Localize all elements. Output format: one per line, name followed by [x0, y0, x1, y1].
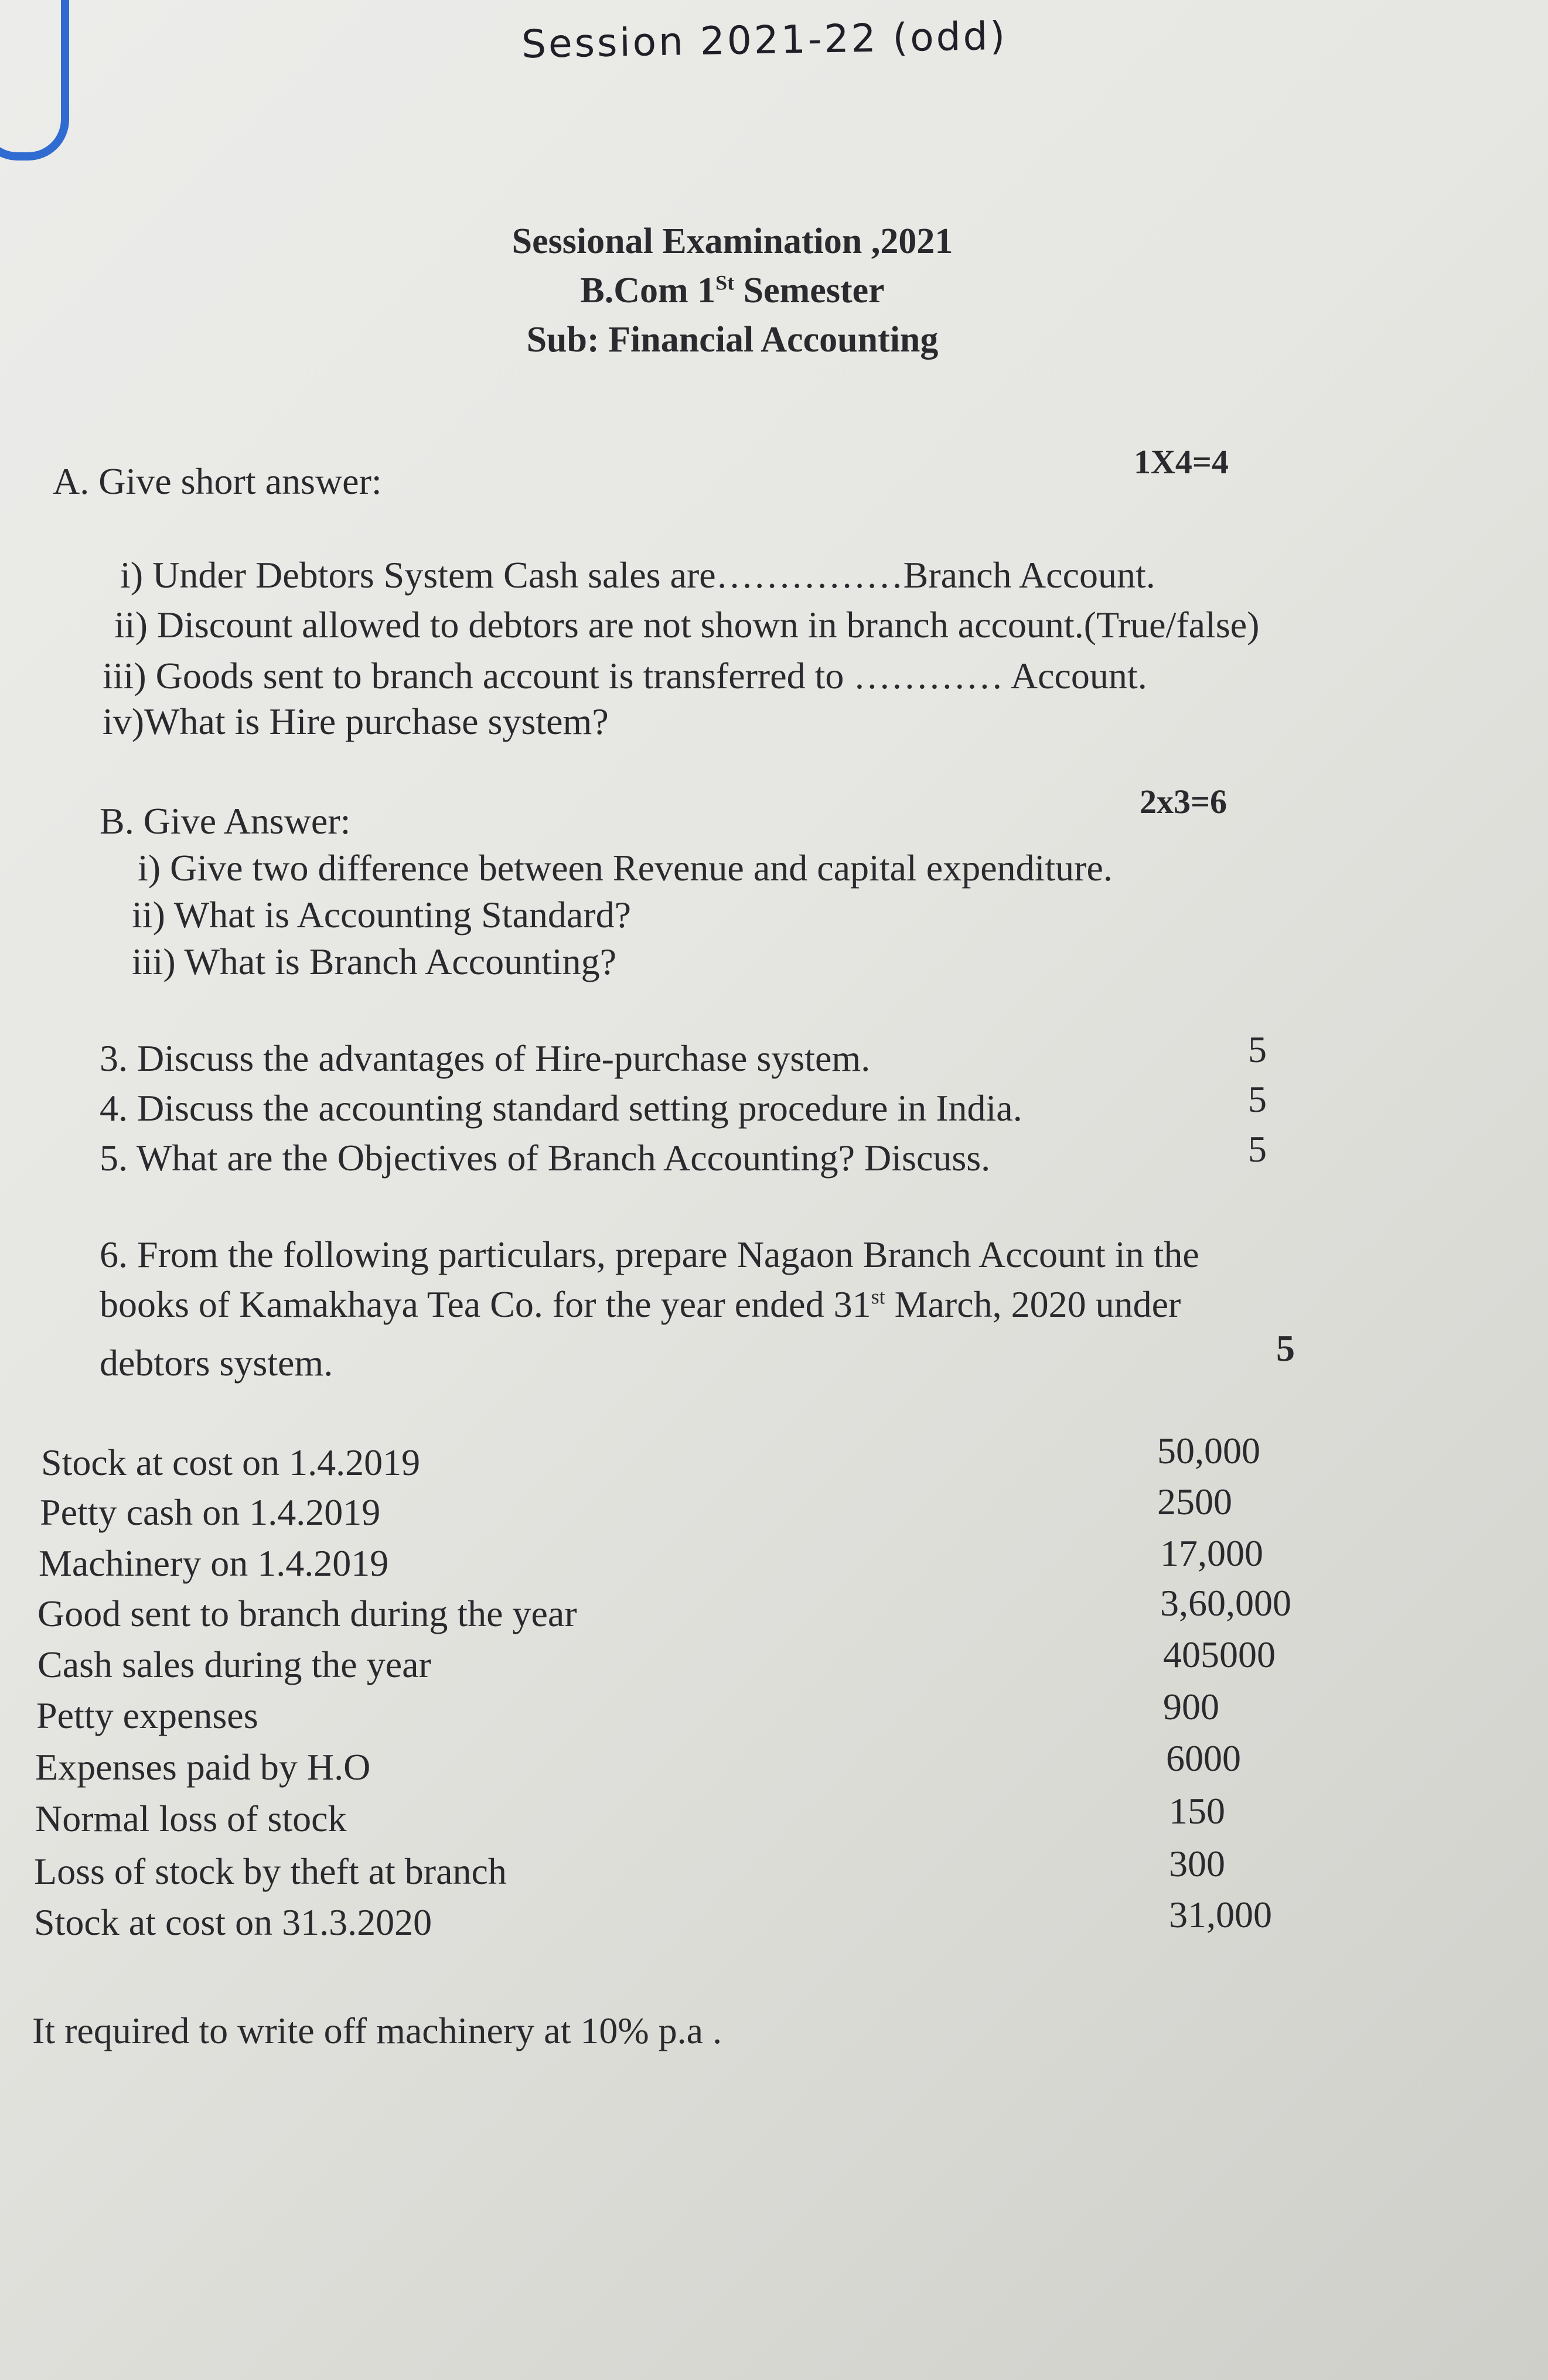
question-3: 3. Discuss the advantages of Hire-purchase system.: [100, 1037, 871, 1079]
particular-value: 150: [1169, 1790, 1225, 1832]
question-6-marks: 5: [1276, 1327, 1295, 1369]
section-b-item: ii) What is Accounting Standard?: [132, 894, 631, 935]
handwritten-session-note: Session 2021-22 (odd): [521, 13, 1008, 67]
particular-value: 50,000: [1157, 1430, 1260, 1471]
particular-value: 405000: [1163, 1634, 1276, 1675]
section-a-item: ii) Discount allowed to debtors are not shown in branch account.(True/false): [114, 604, 1260, 646]
particular-label: Petty cash on 1.4.2019: [40, 1491, 381, 1533]
particular-label: Petty expenses: [36, 1695, 258, 1736]
particular-value: 6000: [1166, 1737, 1241, 1779]
question-4: 4. Discuss the accounting standard setting procedure in India.: [100, 1087, 1022, 1129]
section-b-title: B. Give Answer:: [100, 800, 351, 842]
particular-value: 300: [1169, 1843, 1225, 1884]
section-b-item: iii) What is Branch Accounting?: [132, 941, 617, 982]
subject-line: Sub: Financial Accounting: [526, 320, 939, 360]
particular-label: Expenses paid by H.O: [35, 1746, 371, 1788]
section-a-title: A. Give short answer:: [53, 460, 382, 502]
course-line: B.Com 1St Semester: [580, 271, 885, 310]
section-b-marks: 2x3=6: [1140, 783, 1228, 821]
particular-value: 900: [1163, 1686, 1219, 1727]
question-6-line1: 6. From the following particulars, prepare Nagaon Branch Account in the: [100, 1234, 1199, 1275]
footer-note: It required to write off machinery at 10% p.a .: [32, 2010, 722, 2051]
exam-header: [352, 217, 1113, 364]
question-4-marks: 5: [1248, 1078, 1267, 1120]
question-6-line3: debtors system.: [100, 1342, 333, 1384]
section-a-item: iii) Goods sent to branch account is transferred to ………… Account.: [103, 655, 1147, 696]
section-a-item: i) Under Debtors System Cash sales are……………Branch Account.: [120, 554, 1155, 596]
particular-label: Loss of stock by theft at branch: [34, 1850, 507, 1892]
particular-label: Stock at cost on 1.4.2019: [41, 1442, 421, 1483]
question-5-marks: 5: [1248, 1128, 1267, 1170]
question-6-line2: books of Kamakhaya Tea Co. for the year ended 31st March, 2020 under: [100, 1283, 1181, 1325]
question-3-marks: 5: [1248, 1029, 1267, 1070]
particular-value: 3,60,000: [1160, 1582, 1291, 1624]
binder-clip: [0, 0, 69, 161]
particular-label: Normal loss of stock: [35, 1798, 347, 1839]
exam-title: Sessional Examination ,2021: [512, 221, 953, 261]
particular-label: Cash sales during the year: [37, 1644, 431, 1685]
section-b-item: i) Give two difference between Revenue and capital expenditure.: [138, 847, 1113, 889]
particular-label: Good sent to branch during the year: [37, 1593, 577, 1634]
question-5: 5. What are the Objectives of Branch Accounting? Discuss.: [100, 1137, 991, 1179]
particular-label: Stock at cost on 31.3.2020: [34, 1901, 432, 1943]
particular-label: Machinery on 1.4.2019: [39, 1542, 389, 1584]
particular-value: 31,000: [1169, 1894, 1272, 1935]
particular-value: 2500: [1157, 1481, 1232, 1522]
section-a-marks: 1X4=4: [1134, 443, 1229, 481]
section-a-item: iv)What is Hire purchase system?: [103, 701, 609, 742]
particular-value: 17,000: [1160, 1532, 1263, 1574]
